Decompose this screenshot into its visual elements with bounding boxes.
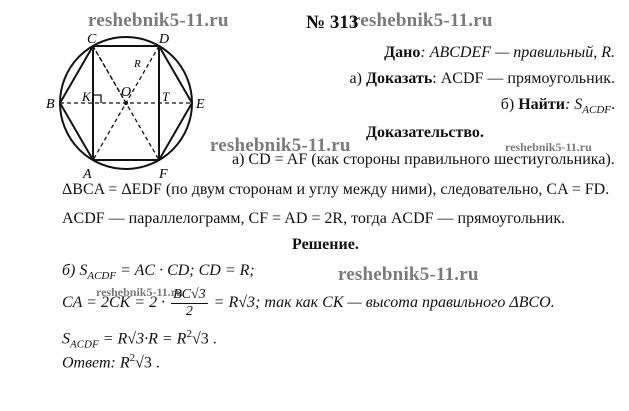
solution-line2-pre: CA = 2CK = 2 ·: [62, 294, 166, 312]
find-sub: ACDF: [582, 104, 611, 117]
find-end: .: [611, 96, 615, 113]
answer-sup: 2: [129, 352, 136, 364]
answer-value-pre: : R: [110, 354, 130, 372]
answer-line: [62, 352, 160, 372]
solution-line3-mid: = R√3·R = R: [98, 330, 187, 348]
prove-text: : ACDF — прямоугольник.: [432, 70, 615, 87]
proof-line-2: ΔBCA = ΔEDF (по двум сторонам и углу между ними), следовательно, CA = FD.: [62, 181, 610, 198]
label-f: F: [159, 167, 168, 182]
problem-number: № 313: [306, 12, 359, 33]
label-r: R: [134, 58, 141, 70]
prove-prefix: а): [349, 70, 366, 87]
given-line: [384, 44, 615, 62]
watermark-middle-small: reshebnik5-11.ru: [505, 140, 592, 154]
watermark-solution-small: reshebnik5-11.ru: [96, 285, 183, 299]
solution-line-1: [62, 262, 255, 282]
hexagon-figure: [38, 32, 218, 182]
watermark-top-left: reshebnik5-11.ru: [88, 10, 229, 31]
answer-label: Ответ: [62, 354, 111, 372]
label-a: A: [83, 167, 92, 182]
center-point: [124, 101, 128, 105]
solution-line1-pre: б) S: [62, 262, 88, 279]
find-text: : S: [564, 96, 583, 113]
given-label: Дано: [384, 44, 421, 61]
solution-line3-sup: 2: [186, 328, 192, 340]
fraction-bc-sqrt3-over-2: [171, 287, 208, 320]
solution-line2-post: = R√3; так как CK — высота правильного ΔBCO.: [213, 294, 555, 312]
right-angle-mark: [93, 95, 101, 103]
label-k: K: [82, 89, 91, 104]
find-prefix: б): [500, 96, 519, 113]
watermark-top-right: reshebnik5-11.ru: [352, 10, 493, 31]
solution-line3-sub: ACDF: [70, 338, 99, 351]
solution-line3-pre: S: [62, 330, 70, 348]
label-e: E: [196, 97, 205, 112]
label-b: B: [46, 97, 55, 112]
label-c: C: [87, 32, 97, 47]
find-label: Найти: [518, 96, 565, 113]
fraction-denominator: 2: [185, 304, 193, 319]
proof-heading: Доказательство.: [366, 124, 484, 141]
watermark-middle: reshebnik5-11.ru: [210, 135, 351, 156]
solution-line3-end: √3 .: [191, 330, 217, 348]
answer-value-end: √3 .: [135, 354, 160, 372]
solution-line-2: [62, 287, 555, 320]
proof-line-3: ACDF — параллелограмм, CF = AD = 2R, тогда ACDF — прямоугольник.: [62, 210, 566, 227]
prove-line: [350, 70, 615, 88]
label-o: O: [121, 85, 132, 100]
solution-line-3: [62, 328, 217, 351]
prove-label: Доказать: [365, 70, 433, 87]
proof-line-1: а) CD = AF (как стороны правильного шестиугольника).: [232, 151, 615, 168]
label-d: D: [159, 32, 170, 47]
solution-heading: Решение.: [292, 236, 359, 253]
find-line: [501, 96, 615, 116]
label-t: T: [162, 89, 170, 104]
solution-line1-post: = AC · CD; CD = R;: [116, 262, 255, 279]
solution-line1-sub: ACDF: [87, 270, 117, 283]
watermark-solution: reshebnik5-11.ru: [338, 264, 479, 285]
given-text: : ABCDEF — правильный, R.: [420, 44, 615, 61]
fraction-numerator: BC√3: [173, 287, 206, 302]
